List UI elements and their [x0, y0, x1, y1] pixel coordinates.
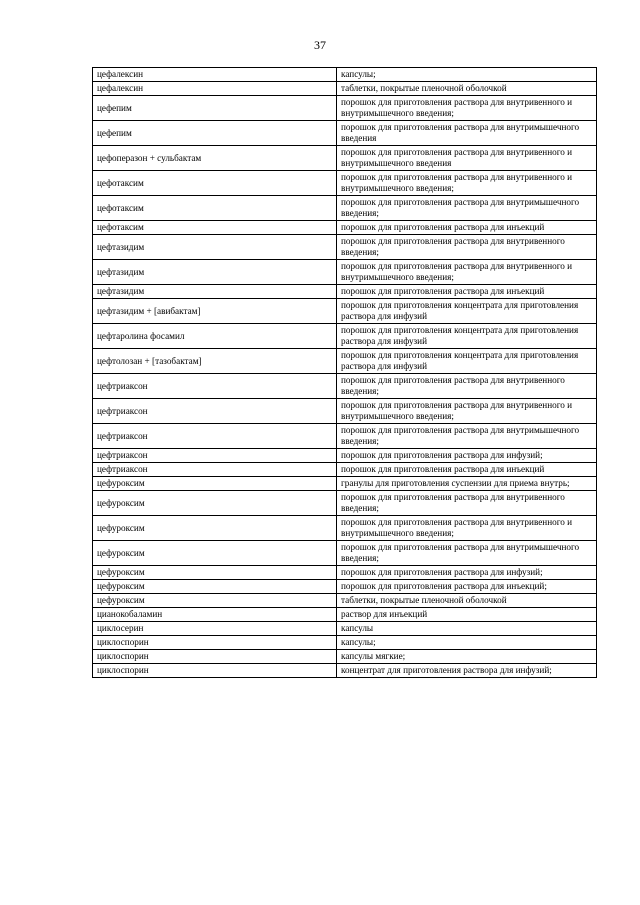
table-row: [93, 541, 597, 566]
dosage-form-cell: порошок для приготовления раствора для внутривенного и внутримышечного введения;: [337, 399, 597, 424]
dosage-form-cell: порошок для приготовления раствора для внутримышечного введения;: [337, 424, 597, 449]
drug-name-cell: цефуроксим: [93, 580, 337, 594]
dosage-form-cell: капсулы;: [337, 636, 597, 650]
drug-name-cell: цефепим: [93, 121, 337, 146]
dosage-form-cell: капсулы;: [337, 68, 597, 82]
dosage-form-cell: раствор для инъекций: [337, 608, 597, 622]
table-row: [93, 324, 597, 349]
dosage-form-cell: гранулы для приготовления суспензии для приема внутрь;: [337, 477, 597, 491]
table-row: [93, 68, 597, 82]
dosage-form-cell: порошок для приготовления раствора для инъекций: [337, 221, 597, 235]
dosage-form-cell: порошок для приготовления раствора для внутривенного и внутримышечного введения;: [337, 96, 597, 121]
drug-name-cell: цефотаксим: [93, 171, 337, 196]
drug-name-cell: цефтриаксон: [93, 424, 337, 449]
drug-name-cell: цефепим: [93, 96, 337, 121]
dosage-form-cell: порошок для приготовления раствора для инъекций;: [337, 580, 597, 594]
dosage-form-cell: порошок для приготовления раствора для внутривенного и внутримышечного введения: [337, 146, 597, 171]
drug-name-cell: циклоспорин: [93, 650, 337, 664]
table-row: [93, 399, 597, 424]
table-row: [93, 196, 597, 221]
drug-table: [92, 67, 597, 678]
table-row: [93, 235, 597, 260]
table-row: [93, 580, 597, 594]
dosage-form-cell: порошок для приготовления раствора для внутривенного и внутримышечного введения;: [337, 260, 597, 285]
table-row: [93, 424, 597, 449]
dosage-form-cell: порошок для приготовления раствора для внутривенного введения;: [337, 491, 597, 516]
drug-name-cell: цефотаксим: [93, 221, 337, 235]
dosage-form-cell: порошок для приготовления раствора для внутривенного введения;: [337, 374, 597, 399]
drug-name-cell: цефтаролина фосамил: [93, 324, 337, 349]
dosage-form-cell: таблетки, покрытые пленочной оболочкой: [337, 594, 597, 608]
drug-name-cell: циклоспорин: [93, 664, 337, 678]
table-row: [93, 463, 597, 477]
dosage-form-cell: порошок для приготовления раствора для внутримышечного введения;: [337, 196, 597, 221]
dosage-form-cell: порошок для приготовления раствора для внутримышечного введения: [337, 121, 597, 146]
drug-name-cell: цефтриаксон: [93, 463, 337, 477]
dosage-form-cell: порошок для приготовления концентрата для приготовления раствора для инфузий: [337, 349, 597, 374]
table-row: [93, 566, 597, 580]
table-row: [93, 221, 597, 235]
table-row: [93, 650, 597, 664]
drug-name-cell: цефуроксим: [93, 566, 337, 580]
dosage-form-cell: капсулы: [337, 622, 597, 636]
dosage-form-cell: порошок для приготовления раствора для внутривенного и внутримышечного введения;: [337, 171, 597, 196]
drug-name-cell: цефтазидим: [93, 285, 337, 299]
table-row: [93, 622, 597, 636]
drug-name-cell: цефуроксим: [93, 477, 337, 491]
drug-name-cell: цефуроксим: [93, 541, 337, 566]
table-row: [93, 477, 597, 491]
dosage-form-cell: концентрат для приготовления раствора для инфузий;: [337, 664, 597, 678]
table-row: [93, 491, 597, 516]
dosage-form-cell: порошок для приготовления раствора для инъекций: [337, 285, 597, 299]
table-row: [93, 374, 597, 399]
table-row: [93, 260, 597, 285]
dosage-form-cell: порошок для приготовления раствора для внутривенного введения;: [337, 235, 597, 260]
drug-name-cell: цефтазидим + [авибактам]: [93, 299, 337, 324]
table-row: [93, 96, 597, 121]
drug-name-cell: циклоспорин: [93, 636, 337, 650]
table-body: [93, 68, 597, 678]
drug-name-cell: цефоперазон + сульбактам: [93, 146, 337, 171]
table-row: [93, 636, 597, 650]
dosage-form-cell: порошок для приготовления раствора для внутривенного и внутримышечного введения;: [337, 516, 597, 541]
drug-name-cell: цефалексин: [93, 68, 337, 82]
table-row: [93, 121, 597, 146]
table-row: [93, 146, 597, 171]
table-row: [93, 664, 597, 678]
drug-name-cell: циклосерин: [93, 622, 337, 636]
dosage-form-cell: порошок для приготовления раствора для внутримышечного введения;: [337, 541, 597, 566]
table-row: [93, 285, 597, 299]
drug-name-cell: цефуроксим: [93, 516, 337, 541]
page-number: 37: [314, 38, 326, 52]
dosage-form-cell: порошок для приготовления раствора для инъекций: [337, 463, 597, 477]
dosage-form-cell: порошок для приготовления концентрата для приготовления раствора для инфузий: [337, 299, 597, 324]
table-row: [93, 349, 597, 374]
dosage-form-cell: таблетки, покрытые пленочной оболочкой: [337, 82, 597, 96]
drug-name-cell: цефтриаксон: [93, 374, 337, 399]
table-row: [93, 594, 597, 608]
table-row: [93, 171, 597, 196]
drug-name-cell: цефтриаксон: [93, 399, 337, 424]
dosage-form-cell: порошок для приготовления раствора для инфузий;: [337, 449, 597, 463]
table-row: [93, 516, 597, 541]
drug-name-cell: цефтолозан + [тазобактам]: [93, 349, 337, 374]
drug-name-cell: цианокобаламин: [93, 608, 337, 622]
drug-name-cell: цефалексин: [93, 82, 337, 96]
table-row: [93, 82, 597, 96]
table-row: [93, 449, 597, 463]
drug-name-cell: цефотаксим: [93, 196, 337, 221]
table-row: [93, 608, 597, 622]
dosage-form-cell: капсулы мягкие;: [337, 650, 597, 664]
dosage-form-cell: порошок для приготовления концентрата для приготовления раствора для инфузий: [337, 324, 597, 349]
drug-name-cell: цефуроксим: [93, 594, 337, 608]
dosage-form-cell: порошок для приготовления раствора для инфузий;: [337, 566, 597, 580]
drug-name-cell: цефтазидим: [93, 235, 337, 260]
drug-name-cell: цефтриаксон: [93, 449, 337, 463]
drug-name-cell: цефуроксим: [93, 491, 337, 516]
table-row: [93, 299, 597, 324]
drug-name-cell: цефтазидим: [93, 260, 337, 285]
